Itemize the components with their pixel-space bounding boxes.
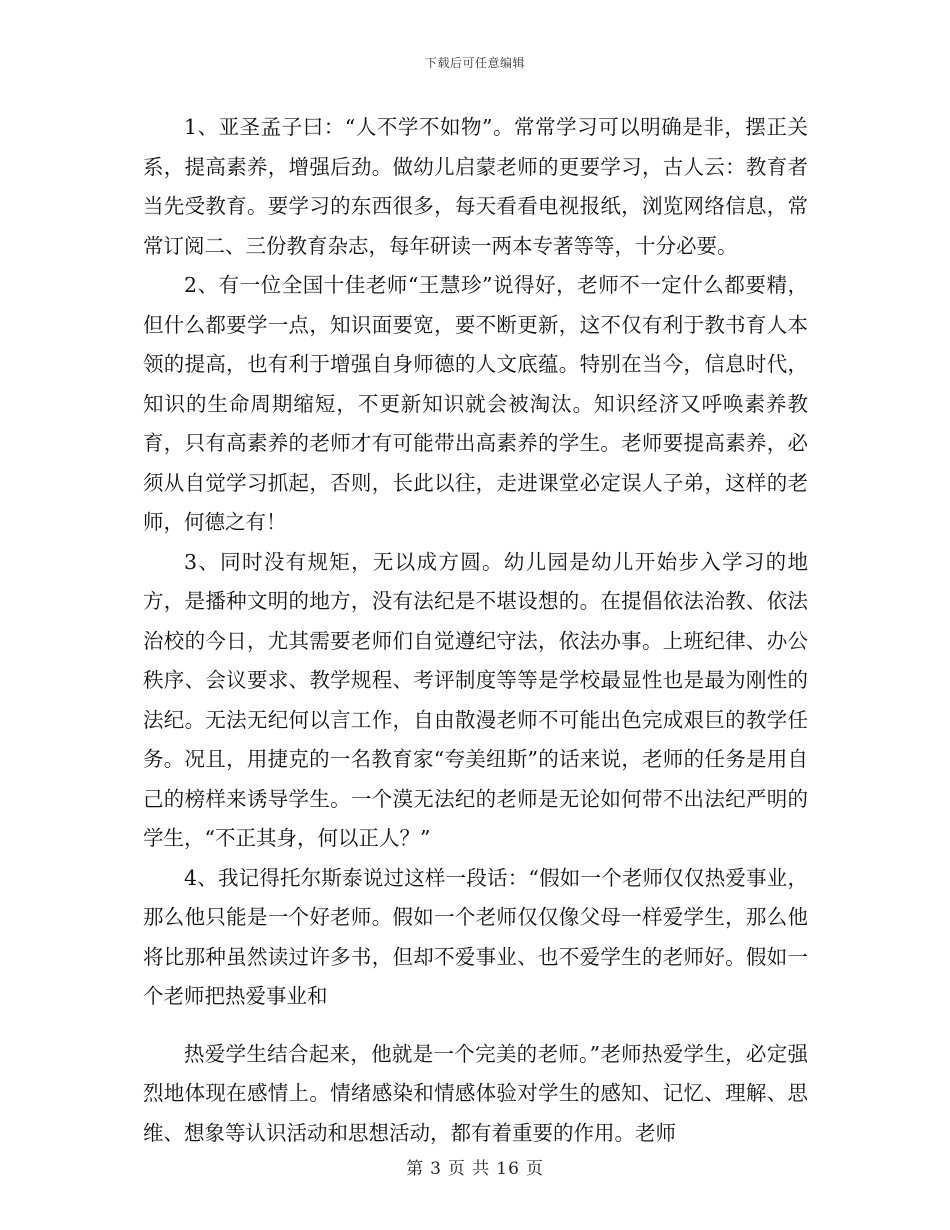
paragraph-3: 3、同时没有规矩，无以成方圆。幼儿园是幼儿开始步入学习的地方，是播种文明的地方，没有法纪是不堪设想的。在提倡依法治教、依法治校的今日，尤其需要老师们自觉遵纪守法，依法办事。上班纪律、办公秩序、会议要求、教学规程、考评制度等等是学校最显性也是最为刚性的法纪。无法无纪何以言工作，自由散漫老师不可能出色完成艰巨的教学任务。况且，用捷克的一名教育家“夸美纽斯”的话来说，老师的任务是用自己的榜样来诱导学生。一个漠无法纪的老师是无论如何带不出法纪严明的学生，“不正其身，何以正人？”	[143, 549, 808, 850]
footer-page-number: 3	[430, 1159, 442, 1179]
page-footer	[0, 1154, 950, 1179]
footer-middle: 页 共	[447, 1159, 491, 1179]
footer-prefix: 第	[406, 1159, 425, 1179]
footer-total-pages: 16	[496, 1159, 520, 1179]
paragraph-2: 2、有一位全国十佳老师“王慧珍”说得好，老师不一定什么都要精，但什么都要学一点，知识面要宽，要不断更新，这不仅有利于教书育人本领的提高，也有利于增强自身师德的人文底蕴。特别在当今，信息时代，知识的生命周期缩短，不更新知识就会被淘汰。知识经济又呼唤素养教育，只有高素养的老师才有可能带出高素养的学生。老师要提高素养，必须从自觉学习抓起，否则，长此以往，走进课堂必定误人子弟，这样的老师，何德之有！	[143, 273, 808, 534]
footer-suffix: 页	[525, 1159, 544, 1179]
paragraph-5: 热爱学生结合起来，他就是一个完美的老师。”老师热爱学生，必定强烈地体现在感情上。情绪感染和情感体验对学生的感知、记忆、理解、思维、想象等认识活动和思想活动，都有着重要的作用。老师	[143, 1041, 808, 1145]
document-body	[143, 108, 808, 1153]
page-header: 下载后可任意编辑	[424, 56, 525, 70]
paragraph-4: 4、我记得托尔斯泰说过这样一段话：“假如一个老师仅仅热爱事业，那么他只能是一个好老师。假如一个老师仅仅像父母一样爱学生，那么他将比那种虽然读过许多书，但却不爱事业、也不爱学生的老师好。假如一个老师把热爱事业和	[143, 865, 808, 1008]
paragraph-1: 1、亚圣孟子曰：“人不学不如物”。常常学习可以明确是非，摆正关系，提高素养，增强后劲。做幼儿启蒙老师的更要学习，古人云：教育者当先受教育。要学习的东西很多，每天看看电视报纸，浏览网络信息，常常订阅二、三份教育杂志，每年研读一两本专著等等，十分必要。	[143, 115, 808, 258]
